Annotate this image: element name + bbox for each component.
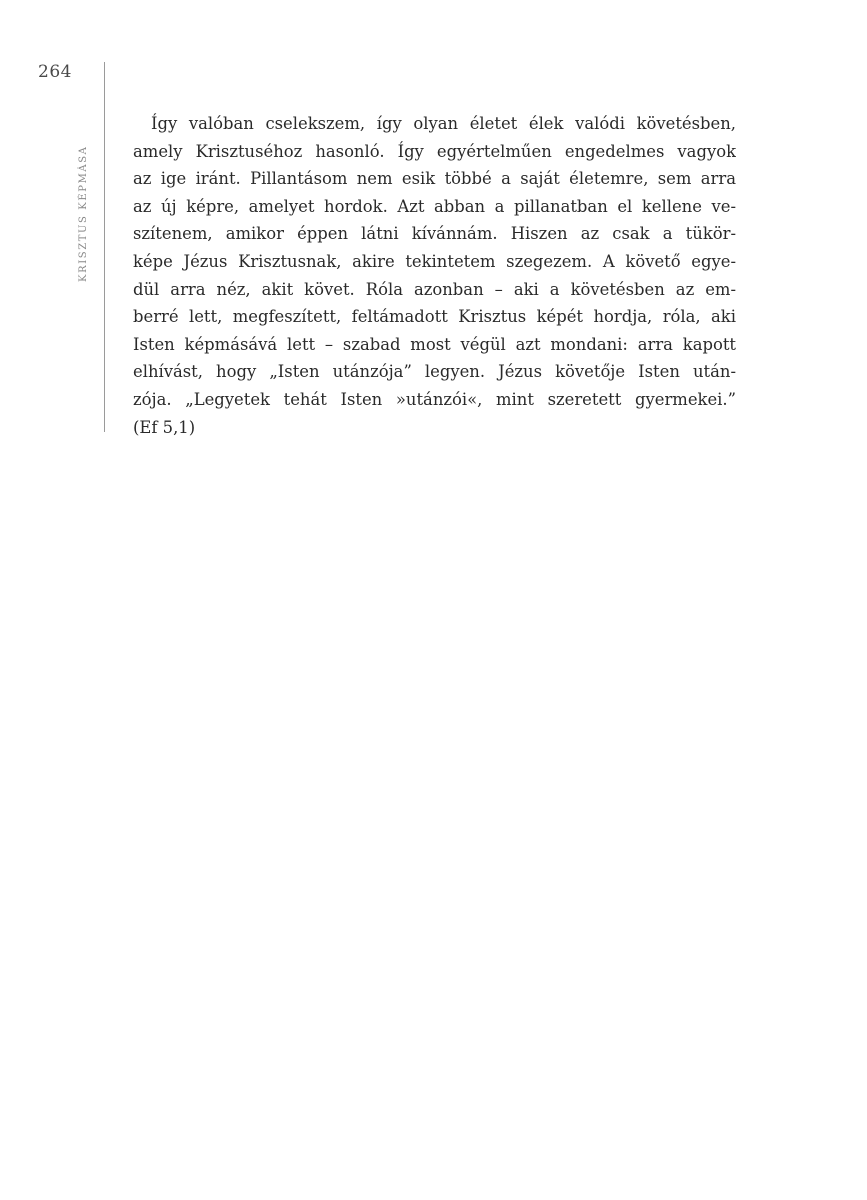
- page-number: 264: [38, 62, 72, 82]
- text-line: dül arra néz, akit követ. Róla azonban – aki a követésben az em-: [133, 279, 736, 299]
- text-line: képe Jézus Krisztusnak, akire tekintetem szegezem. A követő egye-: [133, 251, 736, 271]
- text-line: az ige iránt. Pillantásom nem esik többé a saját életemre, sem arra: [133, 169, 736, 189]
- text-line: amely Krisztuséhoz hasonló. Így egyértelműen engedelmes vagyok: [133, 141, 736, 161]
- text-line: az új képre, amelyet hordok. Azt abban a pillanatban el kellene ve-: [133, 196, 736, 216]
- margin-rule: [104, 62, 105, 432]
- body-paragraph: [133, 110, 736, 441]
- text-line: szítenem, amikor éppen látni kívánnám. Hiszen az csak a tükör-: [133, 224, 736, 244]
- text-line: zója. „Legyetek tehát Isten »utánzói«, mint szeretett gyermekei.”: [133, 389, 736, 409]
- text-line: elhívást, hogy „Isten utánzója” legyen. Jézus követője Isten után-: [133, 362, 736, 382]
- text-line: Isten képmásává lett – szabad most végül azt mondani: arra kapott: [133, 334, 736, 354]
- running-head: KRISZTUS KÉPMÁSA: [78, 145, 89, 282]
- text-line: (Ef 5,1): [133, 417, 196, 437]
- text-line: berré lett, megfeszített, feltámadott Krisztus képét hordja, róla, aki: [133, 307, 736, 327]
- text-line: Így valóban cselekszem, így olyan életet élek valódi követésben,: [151, 114, 736, 133]
